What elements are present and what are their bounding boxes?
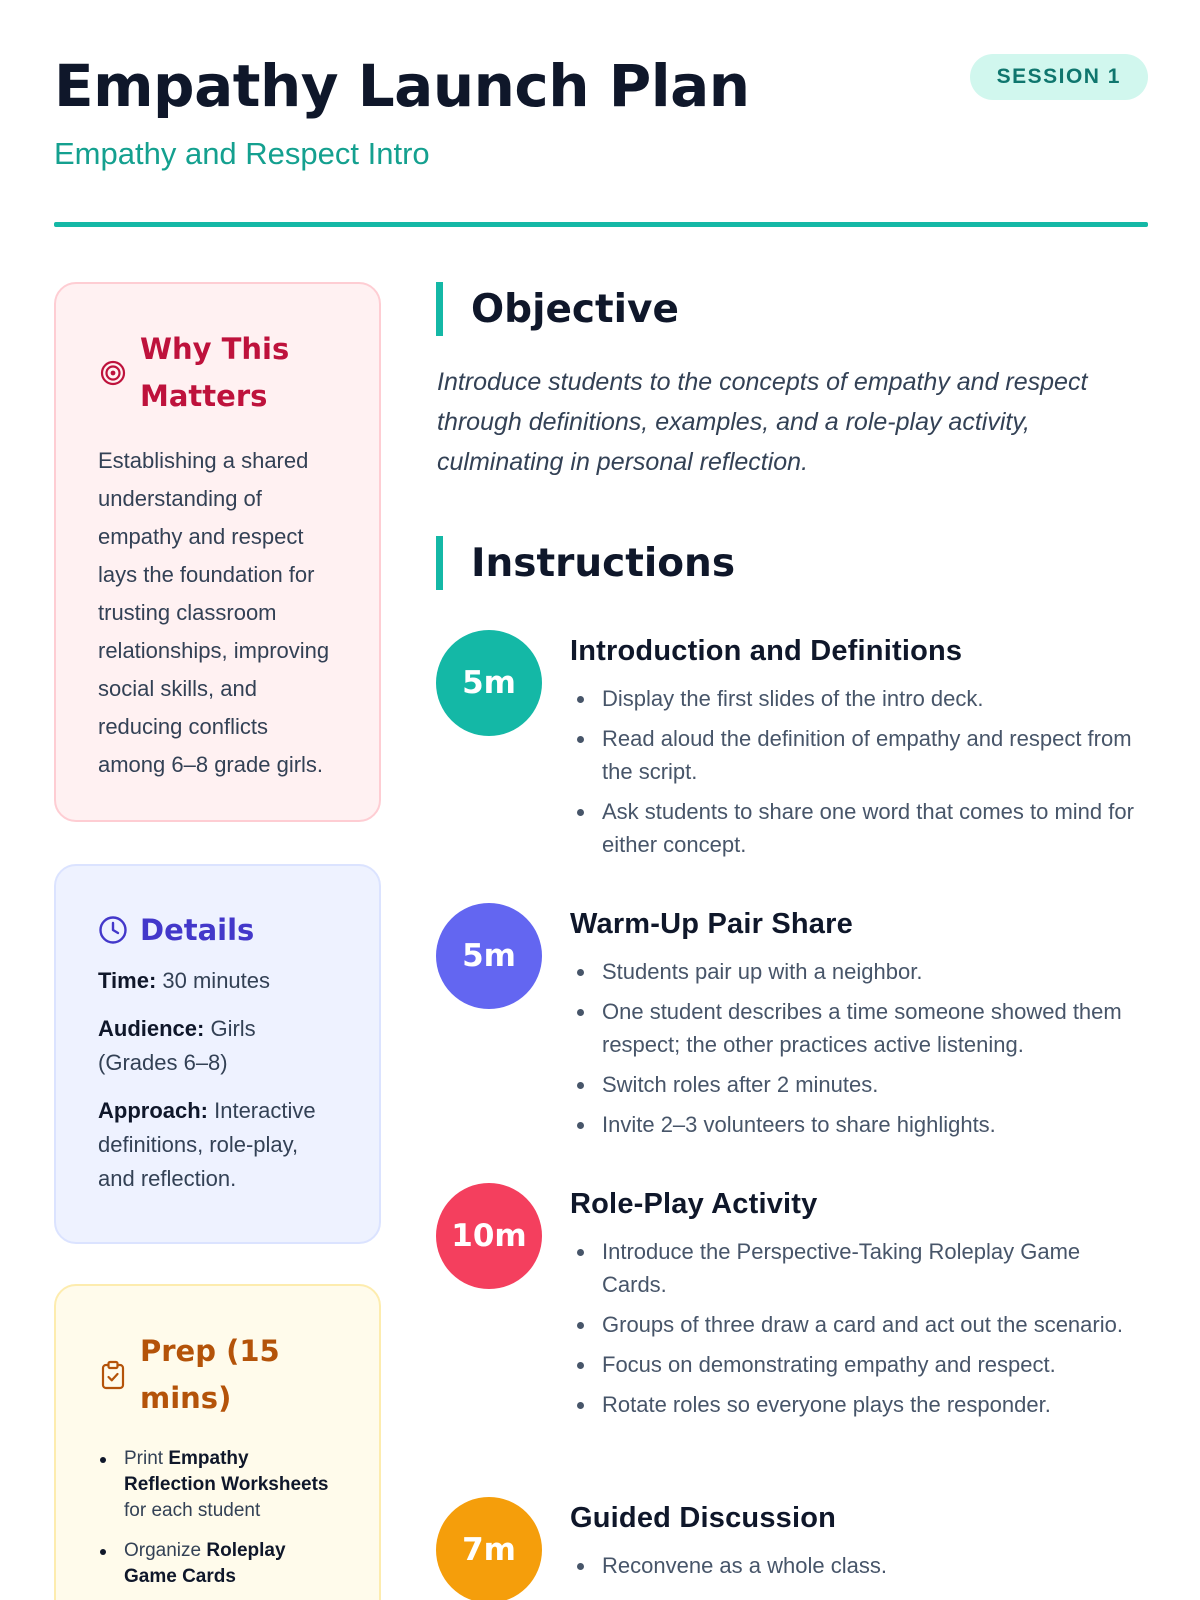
objective-text: Introduce students to the concepts of empathy and respect through definitions, examples, and a role-play activity, culminating in personal reflection.: [437, 368, 1088, 476]
detail-approach: [98, 1094, 339, 1196]
why-card-header: [98, 326, 339, 420]
step-bullet: One student describes a time someone showed them respect; the other practices active listening.: [570, 995, 1150, 1061]
page-header: [54, 52, 1148, 230]
duration-badge: 7m: [436, 1497, 542, 1600]
instructions-heading: [436, 536, 735, 590]
prep-item-resource: Empathy Reflection Worksheets: [124, 1448, 329, 1495]
step-bullet: Display the first slides of the intro deck.: [570, 682, 1150, 715]
step-bullet: Invite 2–3 volunteers to share highlights.: [570, 1108, 1150, 1141]
step-title: Introduction and Definitions: [570, 635, 963, 667]
step-title: Warm-Up Pair Share: [570, 908, 853, 940]
prep-item-resource: Roleplay Game Cards: [124, 1540, 286, 1587]
details-card: [54, 864, 381, 1244]
why-this-matters-card: [54, 282, 381, 822]
step-bullet: Ask students to share one word that comes to mind for either concept.: [570, 795, 1150, 861]
step-bullet: Switch roles after 2 minutes.: [570, 1068, 1150, 1101]
prep-list: [98, 1446, 339, 1590]
detail-time: [98, 964, 339, 998]
step-bullets: [570, 955, 1150, 1148]
why-card-body: Establishing a shared understanding of empathy and respect lays the foundation for trusting classroom relationships, improving social skills, and reducing conflicts among 6–8 grade girls.: [98, 448, 330, 777]
target-icon: [98, 358, 128, 388]
prep-card: [54, 1284, 381, 1600]
prep-item-text: Print: [124, 1448, 169, 1469]
heading-accent-bar: [436, 536, 443, 590]
prep-item: [98, 1538, 339, 1590]
detail-audience-value: Girls (Grades 6–8): [98, 1016, 256, 1075]
step-title: Role-Play Activity: [570, 1188, 818, 1220]
heading-accent-bar: [436, 282, 443, 336]
prep-card-header: [98, 1328, 339, 1422]
detail-approach-label: Approach:: [98, 1098, 208, 1123]
step-bullet: Groups of three draw a card and act out the scenario.: [570, 1308, 1150, 1341]
step-bullets: [570, 1549, 1150, 1589]
duration-badge: 5m: [436, 903, 542, 1009]
page-subtitle: Empathy and Respect Intro: [54, 135, 430, 171]
details-card-header: [98, 910, 339, 950]
detail-time-label: Time:: [98, 968, 157, 993]
detail-approach-value: Interactive definitions, role-play, and reflection.: [98, 1098, 316, 1191]
header-divider: [54, 222, 1148, 227]
prep-item-text: Organize: [124, 1540, 207, 1561]
prep-card-title: Prep (15 mins): [140, 1334, 280, 1415]
why-card-title: Why This Matters: [140, 332, 290, 413]
objective-heading: [436, 282, 679, 336]
clipboard-icon: [98, 1360, 128, 1390]
instructions-title: Instructions: [471, 540, 736, 586]
objective-title: Objective: [471, 286, 679, 332]
detail-audience-label: Audience:: [98, 1016, 205, 1041]
step-bullet: Reconvene as a whole class.: [570, 1549, 1150, 1582]
step-bullet: Introduce the Perspective-Taking Roleplay Game Cards.: [570, 1235, 1150, 1301]
step-bullet: Students pair up with a neighbor.: [570, 955, 1150, 988]
prep-item-text: for each student: [124, 1500, 261, 1521]
duration-badge: 10m: [436, 1183, 542, 1289]
duration-badge: 5m: [436, 630, 542, 736]
detail-time-value: 30 minutes: [156, 968, 271, 993]
detail-audience: [98, 1012, 339, 1080]
step-bullet: Read aloud the definition of empathy and respect from the script.: [570, 722, 1150, 788]
prep-item: [98, 1446, 339, 1524]
session-badge: SESSION 1: [970, 54, 1148, 100]
details-card-title: Details: [140, 913, 255, 947]
step-bullets: [570, 682, 1150, 868]
step-bullet: Rotate roles so everyone plays the responder.: [570, 1388, 1150, 1421]
step-bullet: Focus on demonstrating empathy and respect.: [570, 1348, 1150, 1381]
step-title: Guided Discussion: [570, 1502, 837, 1534]
page-title: Empathy Launch Plan: [54, 52, 750, 120]
step-bullets: [570, 1235, 1150, 1428]
clock-icon: [98, 915, 128, 945]
